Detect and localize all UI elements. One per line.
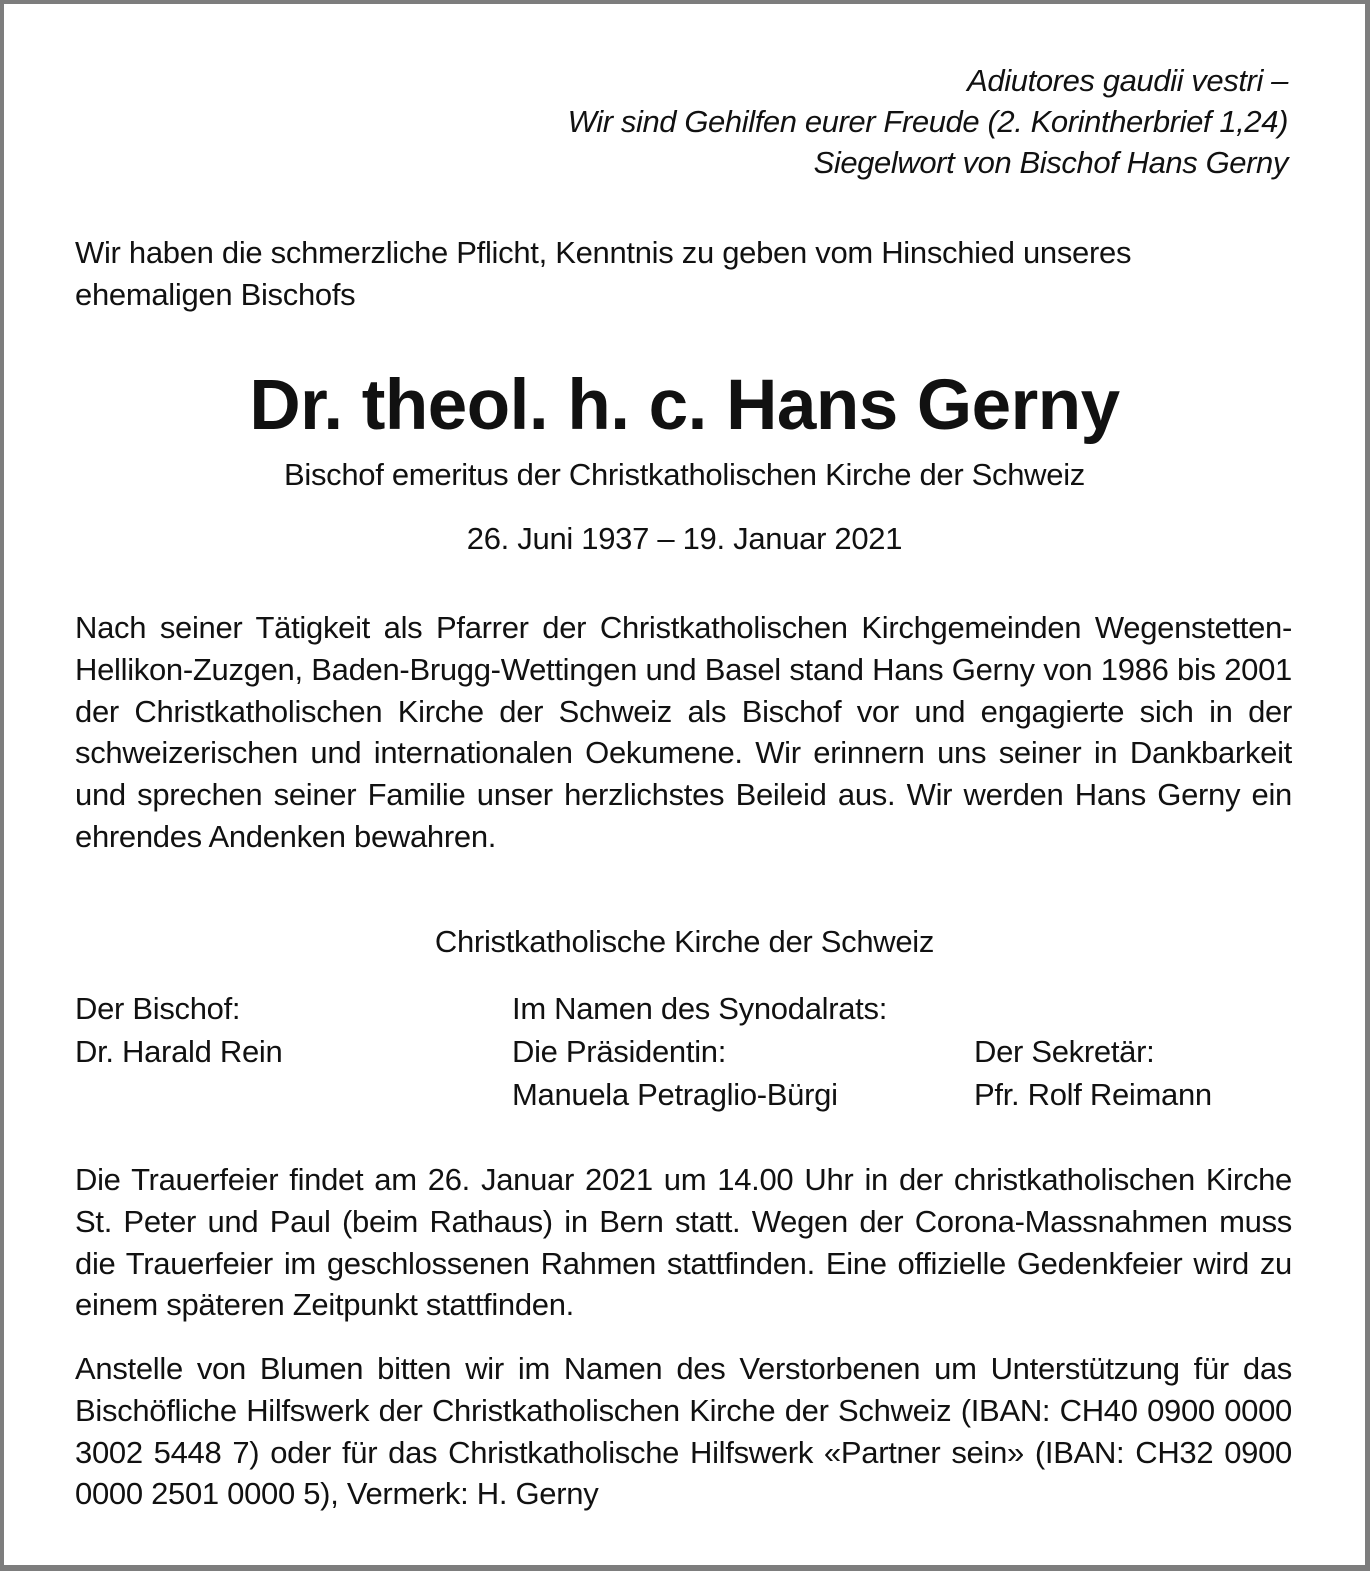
funeral-paragraph: Die Trauerfeier findet am 26. Januar 2021 um 14.00 Uhr in der christkatholischen Kirche St. Peter und Paul (beim Rathaus) in Bern statt. Wegen der Corona-Massnahmen muss die Trauerfeier im geschlossenen Rahmen stattfinden. Eine offizielle Gedenkfeier wird zu einem späteren Zeitpunkt stattfinden. [75, 1162, 1292, 1323]
intro-text: Wir haben die schmerzliche Pflicht, Kenntnis zu geben vom Hinschied unseres ehemaligen Bischofs [75, 235, 1132, 312]
organization-name: Christkatholische Kirche der Schweiz [434, 924, 935, 959]
bishop-role: Der Bischof: [75, 991, 241, 1026]
life-dates: 26. Juni 1937 – 19. Januar 2021 [466, 521, 903, 556]
motto-translation: Wir sind Gehilfen eurer Freude (2. Korintherbrief 1,24) [567, 104, 1288, 139]
secretary-role: Der Sekretär: [974, 1034, 1155, 1069]
synod-label: Im Namen des Synodalrats: [512, 991, 888, 1026]
tribute-paragraph: Nach seiner Tätigkeit als Pfarrer der Christkatholischen Kirchgemeinden Wegenstetten-Hellikon-Zuzgen, Baden-Brugg-Wettingen und Basel stand Hans Gerny von 1986 bis 2001 der Christkatholischen Kirche der Schweiz als Bischof vor und engagierte sich in der schweizerischen und internationalen Oekumene. Wir erinnern uns seiner in Dankbarkeit und sprechen seiner Familie unser herzlichstes Beileid aus. Wir werden Hans Gerny ein ehrendes Andenken bewahren. [75, 610, 1292, 854]
motto-latin: Adiutores gaudii vestri – [967, 63, 1288, 98]
signatory-synod [512, 987, 887, 1116]
deceased-title: Bischof emeritus der Christkatholischen Kirche der Schweiz [284, 457, 1085, 492]
donation-paragraph: Anstelle von Blumen bitten wir im Namen des Verstorbenen um Unterstützung für das Bischöfliche Hilfswerk der Christkatholischen Kirche der Schweiz (IBAN: CH40 0900 0000 3002 5448 7) oder für das Christkatholische Hilfswerk «Partner sein» (IBAN: CH32 0900 0000 2501 0000 5), Vermerk: H. Gerny [75, 1351, 1292, 1512]
obituary-notice [4, 4, 1365, 1565]
president-role: Die Präsidentin: [512, 1034, 727, 1069]
deceased-name: Dr. theol. h. c. Hans Gerny [249, 366, 1120, 445]
bishop-name: Dr. Harald Rein [75, 1034, 283, 1069]
signatory-secretary [974, 1030, 1212, 1116]
president-name: Manuela Petraglio-Bürgi [512, 1077, 838, 1112]
signatory-bishop [75, 987, 282, 1073]
motto-attribution: Siegelwort von Bischof Hans Gerny [813, 145, 1288, 180]
secretary-name: Pfr. Rolf Reimann [974, 1077, 1212, 1112]
motto-block [568, 60, 1288, 183]
